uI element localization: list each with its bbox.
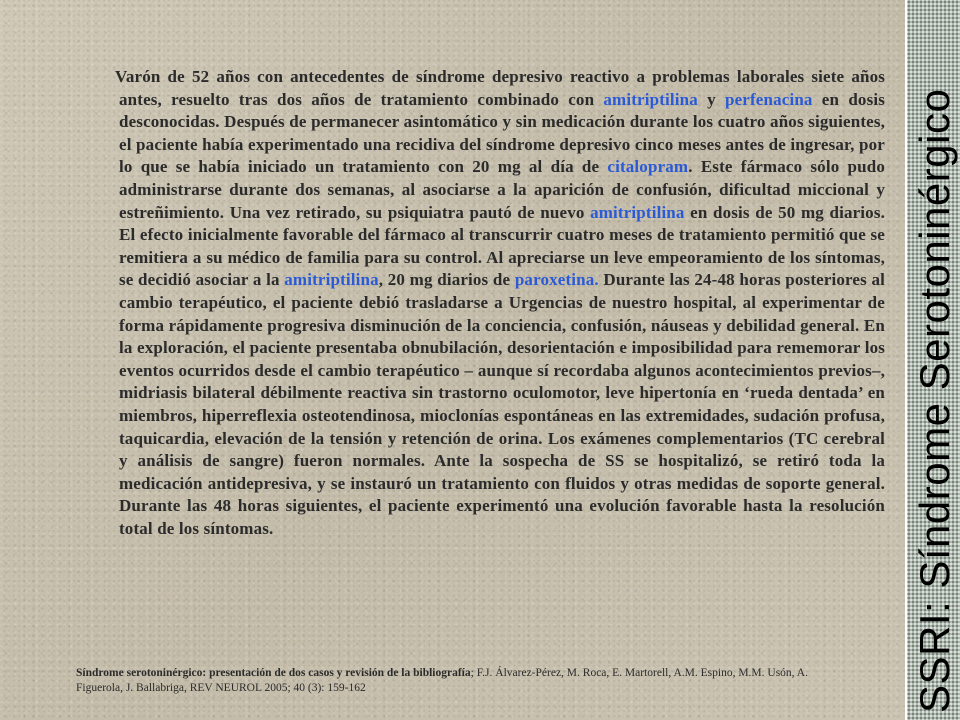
drug-name-amitriptilina: amitriptilina bbox=[603, 89, 698, 109]
drug-name-amitriptilina: amitriptilina bbox=[590, 202, 685, 222]
drug-name-amitriptilina: amitriptilina bbox=[284, 270, 379, 290]
citation-authors: ; F.J. Álvarez-Pérez, M. Roca, E. Martorell, A.M. Espino, M.M. Usón, A. Figuerola, J. Ballabriga, REV NEUROL 2005; 40 (3): 159-162 bbox=[76, 667, 808, 694]
case-report-text bbox=[115, 66, 886, 540]
case-text-segment: Durante las 24-48 horas posteriores al cambio terapéutico, el paciente debió trasladarse a Urgencias de nuestro hospital, al experimentar de forma rápidamente progresiva disminución de la conciencia, confusión, náuseas y debilidad general. En la exploración, el paciente presentaba obnubilación, desorientación e imposibilidad para rememorar los eventos ocurridos desde el cambio terapéutico – aunque sí recordaba algunos acontecimientos previos–, midriasis bilateral débilmente reactiva sin trastorno oculomotor, leve hipertonía en ‘rueda dentada’ en miembros, hiperreflexia osteotendinosa, mioclonías espontáneas en las extremidades, sudación profusa, taquicardia, elevación de la tensión y retención de orina. Los exámenes complementarios (TC cerebral y análisis de sangre) fueron normales. Ante la sospecha de SS se hospitalizó, se retiró toda la medicación antidepresiva, y se instauró un tratamiento con fluidos y otras medidas de soporte general. Durante las 48 horas siguientes, el paciente experimentó una evolución favorable hasta la resolución total de los síntomas. bbox=[119, 270, 886, 538]
case-text-segment: y bbox=[697, 89, 725, 109]
case-text-segment: Varón de 52 años con antecedentes de síndrome depresivo reactivo a problemas laborales siete años antes, resuelto tras dos años de tratamiento combinado con bbox=[115, 67, 885, 109]
slide-title: SSRI: Síndrome Serotoninérgico bbox=[911, 88, 958, 713]
drug-name-perfenacina: perfenacina bbox=[725, 89, 813, 109]
case-text-segment: en dosis desconocidas. Después de permanecer asintomático y sin medicación durante los cuatro años siguientes, el paciente había experimentado una recidiva del síndrome depresivo cinco meses antes de ingresar, por lo que se había iniciado un tratamiento con 20 mg al día de bbox=[119, 89, 885, 177]
drug-name-paroxetina: paroxetina. bbox=[514, 270, 599, 290]
citation bbox=[76, 666, 856, 696]
case-text-segment: , 20 mg diarios de bbox=[378, 270, 515, 290]
case-text-segment: en dosis de 50 mg diarios. El efecto inicialmente favorable del fármaco al transcurrir cuatro meses de tratamiento permitió que se remitiera a su médico de familia para su control. Al apreciarse un leve empeoramiento de los síntomas, se decidió asociar a la bbox=[119, 202, 885, 290]
case-text-segment: . Este fármaco sólo pudo administrarse durante dos semanas, al asociarse a la aparición de confusión, dificultad miccional y estreñimiento. Una vez retirado, su psiquiatra pautó de nuevo bbox=[119, 157, 885, 222]
drug-name-citalopram: citalopram bbox=[607, 157, 689, 177]
citation-title: Síndrome serotoninérgico: presentación de dos casos y revisión de la bibliografía bbox=[76, 667, 471, 679]
